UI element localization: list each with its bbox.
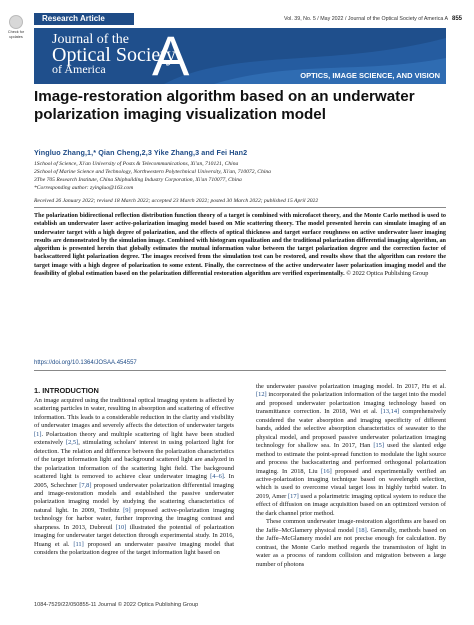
article-type-badge: Research Article <box>34 13 134 25</box>
citation-link[interactable]: [9] <box>123 506 131 514</box>
citation-link[interactable]: [11] <box>73 540 84 548</box>
body-text: proposed underwater polarization differential imaging and image-restoration models and established the passive underwater polarization imaging model by studying the scattering characteristics of natural light. In 2009, Treibitz <box>34 481 234 514</box>
check-updates-label: Check for updates <box>7 30 25 39</box>
check-for-updates-badge[interactable] <box>2 15 30 43</box>
body-text: the underwater passive polarization imaging model. In 2017, Hu et al. <box>256 383 446 390</box>
author-list: Yingluo Zhang,1,* Qian Cheng,2,3 Yike Zhang,3 and Fei Han2 <box>34 148 248 157</box>
body-text: illustrated the potential of polarization imaging for underwater target detection through experimental study. In 2016, Huang et al. <box>34 523 234 548</box>
citation-link[interactable]: [17] <box>288 492 299 500</box>
citation-link[interactable]: [18] <box>356 526 367 534</box>
body-text: comprehensively considered the water absorption and imaging specificity of different bands, added the selective absorption characteristics of seawater to the physical model, and proposed passive underwater polarization imaging technology for shallow sea. In 2017, Han <box>256 408 446 450</box>
section-heading: 1. INTRODUCTION <box>34 386 99 395</box>
body-text: . In 2005, Schechner <box>34 473 234 489</box>
journal-section-letter: A <box>152 24 190 87</box>
body-column-right <box>256 383 446 569</box>
abstract <box>34 212 446 278</box>
body-text: . Polarization theory and multiple scattering of light have been studied extensively <box>34 430 234 447</box>
citation-link[interactable]: [4–6] <box>210 473 224 481</box>
journal-title-line1: Journal of the <box>52 32 129 47</box>
body-text: proposed an underwater passive imaging model that considers the polarization degree of the target information light based on <box>34 540 235 557</box>
publication-history: Received 26 January 2022; revised 18 March 2022; accepted 23 March 2022; posted 30 March 2022; published 15 April 2022 <box>34 198 319 204</box>
body-column-left <box>34 397 234 558</box>
article-title: Image-restoration algorithm based on an underwater polarization imaging visualization model <box>34 88 415 123</box>
body-text: An image acquired using the traditional optical imaging system is affected by scattering particles in water, resulting in absorption and scattering of effective information. This leads to a considerable reduction in the clarity and visibility of underwater images and severely affects the detection of underwater targets <box>34 397 234 430</box>
body-text: used a polarimetric imaging optical system to reduce the effect of diffusion on image acquisition based on an optimized version of the dark channel prior method. <box>256 492 446 517</box>
divider <box>34 207 446 208</box>
copyright-notice: © 2022 Optica Publishing Group <box>346 270 429 278</box>
body-text: used the slanted edge method to estimate the point-spread function to modulate the light source and process the backscattering and performed orthogonal polarization imaging. In 2018, Liu <box>256 442 446 475</box>
body-text: , stimulating scholars' interest in using polarized light for detection. The relation and difference between the polarization characteristics of the target information light and background scattered light are analyzed in the polarization information of the scattering light field. The background scattered light is removed to achieve clear underwater imaging <box>34 439 234 481</box>
citation-link[interactable]: [2,5] <box>65 439 79 447</box>
journal-title-line3: of America <box>52 62 106 76</box>
body-text: proposed active-polarization imaging technology for harbor water, further improving the imaging contrast and sharpness. In 2013, Dubreuil <box>34 506 234 531</box>
journal-subtitle: OPTICS, IMAGE SCIENCE, AND VISION <box>300 71 440 80</box>
citation-link[interactable]: [12] <box>256 391 267 399</box>
affiliation: 1School of Science, Xi'an University of Posts & Telecommunications, Xi'an, 710121, China <box>34 161 239 167</box>
journal-reference: Vol. 39, No. 5 / May 2022 / Journal of the Optical Society of America A <box>284 16 448 22</box>
citation-link[interactable]: [10] <box>115 523 127 531</box>
divider <box>34 370 446 371</box>
doi-link[interactable]: https://doi.org/10.1364/JOSAA.454557 <box>34 360 137 366</box>
corresponding-author: *Corresponding author: zyingluo@163.com <box>34 185 134 191</box>
body-text: These common underwater image-restoration algorithms are based on the Jaffe–McGlamery physical model <box>256 518 446 534</box>
citation-link[interactable]: [15] <box>373 442 385 450</box>
affiliation: 3The 705 Research Institute, China Shipbuilding Industry Corporation, Xi'an 710077, China <box>34 177 242 183</box>
body-text: . Generally, methods based on the Jaffe–McGlamery model are not precise enough for calculation. By contrast, the Monte Carlo method regards the transmission of light in water as a process of random collision and migration between a large number of photons <box>256 526 446 568</box>
abstract-text: The polarization bidirectional reflection distribution function theory of a target is combined with microfacet theory, and the Monte Carlo method is used to establish an underwater laser active-polarization imaging model based on Mie scattering theory. The model presented herein can simulate imaging of an underwater target with a high degree of polarization, and the effects of optical thickness and target surface roughness on active underwater laser imaging results are demonstrated by the simulation image. Combined with histogram equalization and the traditional polarization differential imaging algorithm, an algorithm is presented herein that globally estimates the mutual information value between the target polarization degree and the correction factor of backscattered light polarization degree. The images received from the simulation test can be restored, and results show that the algorithm can restore the target image with a high degree of polarization to some extent. Finally, the correctness of the active underwater laser polarization imaging model and the feasibility of global estimation based on the polarization differential restoration algorithm are verified experimentally. <box>34 212 446 278</box>
body-text: incorporated the polarization information of the target into the model and proposed underwater polarization imaging technology based on transmittance correction. In 2018, Wei et al. <box>256 391 446 416</box>
body-text: proposed and experimentally verified an active-polarization imaging technique based on wavelength selection, which is used to overcome visual target loss in highly turbid water. In 2019, Amer <box>256 467 446 500</box>
check-updates-icon <box>9 15 23 29</box>
journal-title-line2: Optical Society <box>52 44 176 66</box>
citation-link[interactable]: [13,14] <box>380 408 400 416</box>
citation-link[interactable]: [7,8] <box>79 481 92 489</box>
page-footer: 1084-7529/22/050855-11 Journal © 2022 Optica Publishing Group <box>34 602 199 608</box>
page-number: 855 <box>452 16 463 22</box>
citation-link[interactable]: [16] <box>321 467 332 475</box>
citation-link[interactable]: [1] <box>34 430 42 438</box>
affiliation: 2School of Marine Science and Technology, Northwestern Polytechnical University, Xi'an, 710072, China <box>34 169 271 175</box>
